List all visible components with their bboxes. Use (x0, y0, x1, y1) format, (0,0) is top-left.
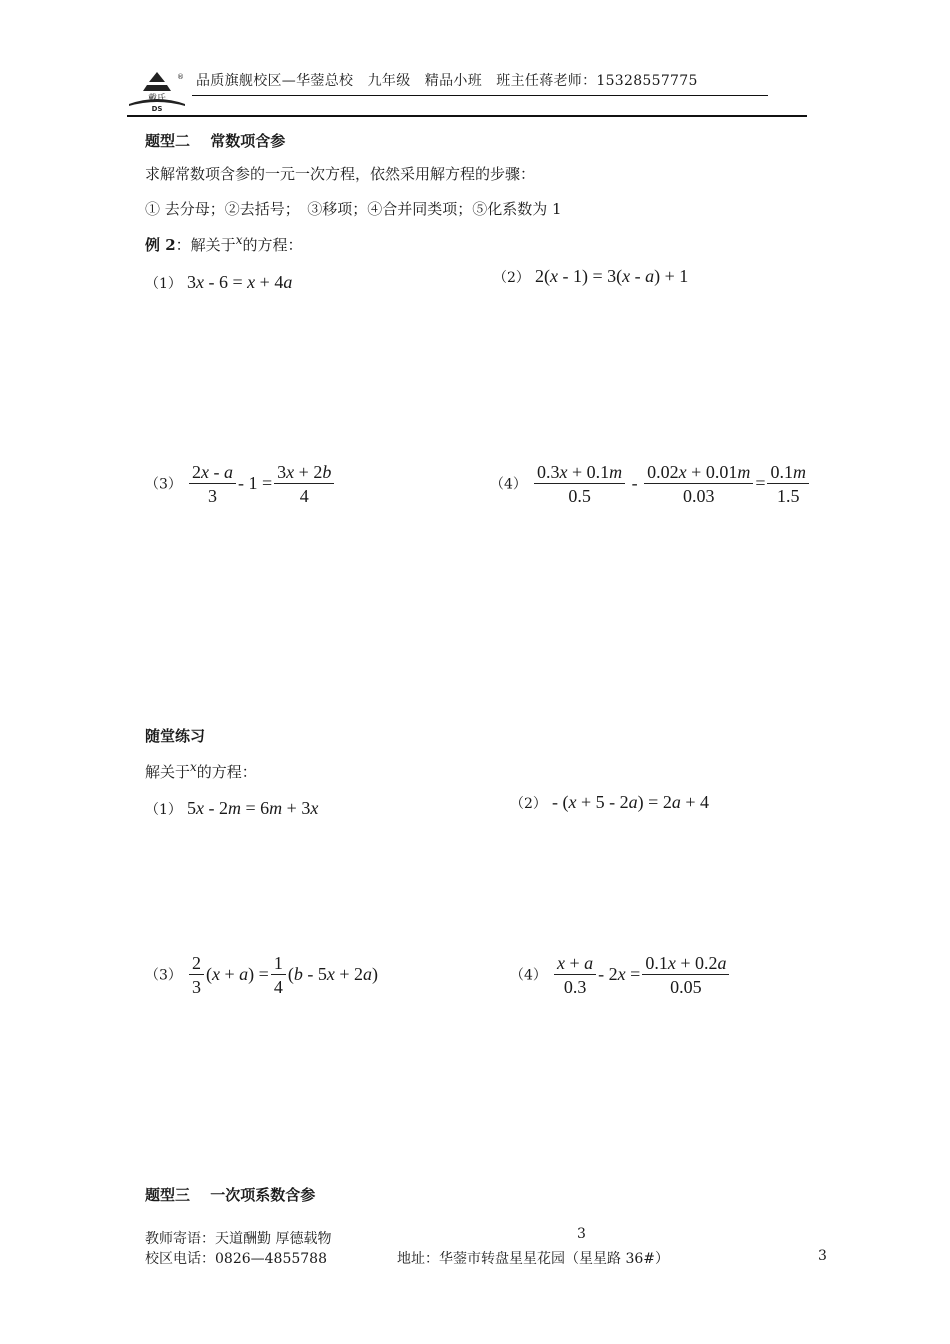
example-label: 例 2 (145, 236, 176, 254)
problem-2 (493, 266, 688, 287)
problem-label: （3） (145, 476, 182, 493)
footer-page-right: 3 (818, 1248, 827, 1264)
problem-label: （4） (490, 476, 527, 493)
footer-page-center: 3 (577, 1226, 586, 1242)
problem-label: （2） (510, 796, 547, 812)
svg-text:®: ® (177, 73, 184, 81)
practice-problem-3 (145, 952, 378, 999)
equation: $\frac{x + a}{0.3}$ - 2x = $\frac{0.1x + 0.2a}{0.05}$ (552, 964, 731, 984)
problem-label: （1） (145, 276, 182, 292)
svg-text:DS: DS (151, 105, 163, 112)
example-text: ：解关于 (175, 236, 236, 254)
equation: 3x - 6 = x + 4a (187, 272, 293, 292)
problem-label: （2） (493, 270, 530, 286)
equation: - (x + 5 - 2a) = 2a + 4 (552, 792, 709, 812)
footer-phone: 校区电话：0826—4855788 (145, 1251, 327, 1267)
svg-text:戴氏: 戴氏 (147, 94, 167, 104)
equation: $\frac{2x - a}{3}$ - 1 = $\frac{3x + 2b}{4}$ (187, 473, 336, 493)
practice-var: x (190, 760, 197, 774)
section-title: 题型二 常数项含参 (145, 132, 286, 150)
section3-title: 题型三 一次项系数含参 (145, 1186, 316, 1204)
practice-problem-1 (145, 798, 318, 819)
footer-address: 地址：华蓥市转盘星星花园（星星路 36#） (397, 1251, 669, 1267)
example-var: x (235, 233, 243, 247)
header-rule-short (192, 95, 768, 96)
footer-motto: 教师寄语：天道酬勤 厚德载物 (145, 1231, 332, 1247)
practice-intro-pre: 解关于 (145, 763, 191, 781)
steps-text: ① 去分母；②去括号； ③移项；④合并同类项；⑤化系数为 1 (145, 200, 562, 218)
header-title: 品质旗舰校区—华蓥总校 九年级 精品小班 班主任蒋老师：15328557775 (196, 73, 698, 89)
equation: $\frac{0.3x + 0.1m}{0.5}$ - $\frac{0.02x + 0.01m}{0.03}$ = $\frac{0.1m}{1.5}$ (532, 473, 811, 493)
equation: $\frac{2}{3}$ (x + a) = $\frac{1}{4}$ (b - 5x + 2a) (187, 964, 378, 984)
equation: 5x - 2m = 6m + 3x (187, 798, 319, 818)
practice-intro-post: 的方程： (196, 763, 257, 781)
school-logo (127, 70, 187, 112)
practice-problem-4 (510, 952, 731, 999)
intro-text: 求解常数项含参的一元一次方程，依然采用解方程的步骤： (145, 165, 536, 183)
practice-problem-2 (510, 792, 709, 813)
example-heading (145, 233, 302, 255)
problem-3 (145, 461, 336, 508)
problem-1 (145, 272, 292, 293)
problem-label: （1） (145, 802, 182, 818)
practice-title: 随堂练习 (145, 727, 206, 745)
practice-intro (145, 760, 257, 782)
equation: 2(x - 1) = 3(x - a) + 1 (535, 266, 689, 286)
problem-label: （4） (510, 967, 547, 984)
problem-label: （3） (145, 967, 182, 984)
example-tail: 的方程： (242, 236, 303, 254)
problem-4 (490, 461, 811, 508)
header-rule (127, 115, 807, 117)
logo-pyramid-icon (127, 70, 187, 112)
